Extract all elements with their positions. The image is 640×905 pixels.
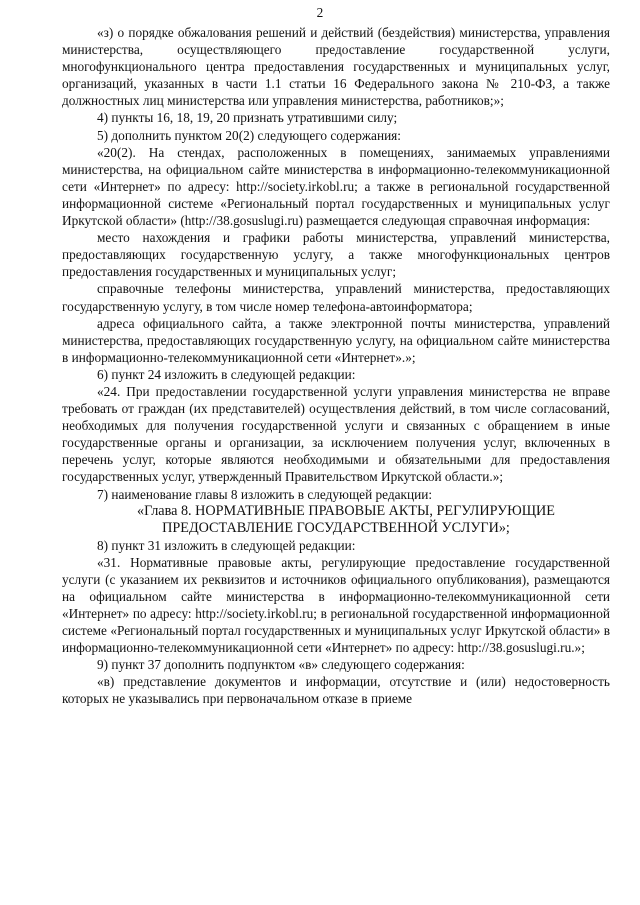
paragraph-20-2: «20(2). На стендах, расположенных в помещениях, занимаемых управлениями министерства, на официальном сайте министерства в информационно-телекоммуникационной сети «Интернет» по адресу: http://society.irkobl.ru; а также в региональной государственной информационной системе «Региональный портал государственных и муниципальных услуг Иркутской области» (http://38.gosuslugi.ru) размещается следующая справочная информация: [62,144,610,229]
chapter-title-line-2: ПРЕДОСТАВЛЕНИЕ ГОСУДАРСТВЕННОЙ УСЛУГИ»; [162,519,510,536]
paragraph-31: «31. Нормативные правовые акты, регулирующие предоставление государственной услуги (с указанием их реквизитов и источников официального опубликования), размещаются на официальном сайте министерства в информационно-телекоммуникационной сети «Интернет» по адресу: http://society.irkobl.ru; в региональной государственной информационной системе «Региональный портал государственных и муниципальных услуг Иркутской области» в информационно-телекоммуникационной сети «Интернет» по адресу: http://38.gosuslugi.ru.»; [62,554,610,656]
paragraph-item-6: 6) пункт 24 изложить в следующей редакции: [97,366,356,382]
paragraph-item-5: 5) дополнить пунктом 20(2) следующего содержания: [97,127,401,143]
paragraph-item-4: 4) пункты 16, 18, 19, 20 признать утратившими силу; [97,110,398,126]
paragraph-v-documents: «в) представление документов и информации, отсутствие и (или) недостоверность которых не указывались при первоначальном отказе в приеме [62,674,610,707]
paragraph-item-9: 9) пункт 37 дополнить подпунктом «в» следующего содержания: [97,657,465,673]
page-number: 2 [316,5,324,20]
paragraph-phones: справочные телефоны министерства, управлений министерства, предоставляющих государственную услугу, в том числе номер телефона-автоинформатора; [62,281,610,314]
paragraph-item-8: 8) пункт 31 изложить в следующей редакции: [97,537,356,553]
paragraph-location-schedule: место нахождения и графики работы министерства, управлений министерства, предоставляющих государственную услугу, а также многофункциональных центров предоставления государственных и муниципальных услуг; [62,230,610,280]
chapter-title-line-1: «Глава 8. НОРМАТИВНЫЕ ПРАВОВЫЕ АКТЫ, РЕГУЛИРУЮЩИЕ [137,502,555,519]
paragraph-website-email: адреса официального сайта, а также электронной почты министерства, управлений министерства, предоставляющих государственную услугу, на официальном сайте министерства в информационно-телекоммуникационной сети «Интернет».»; [62,315,610,365]
paragraph-item-7: 7) наименование главы 8 изложить в следующей редакции: [97,486,433,502]
paragraph-z-appeal-procedure: «з) о порядке обжалования решений и действий (бездействия) министерства, управления министерства, осуществляющего предоставление государственной услуги, многофункционального центра предоставления государственных и муниципальных услуг, организаций, указанных в части 1.1 статьи 16 Федерального закона № 210-ФЗ, а также должностных лиц министерства или управления министерства, работников;»; [62,25,610,109]
paragraph-24: «24. При предоставлении государственной услуги управления министерства не вправе требовать от граждан (их представителей) осуществления действий, в том числе согласований, необходимых для получения государственной услуги и связанных с обращением в иные государственные органы и организации, за исключением получения услуг, включенных в перечень услуг, которые являются необходимыми и обязательными для предоставления государственных услуг, утвержденный Правительством Иркутской области.»; [62,383,610,485]
document-body [62,24,610,708]
chapter-8-title [62,503,610,537]
